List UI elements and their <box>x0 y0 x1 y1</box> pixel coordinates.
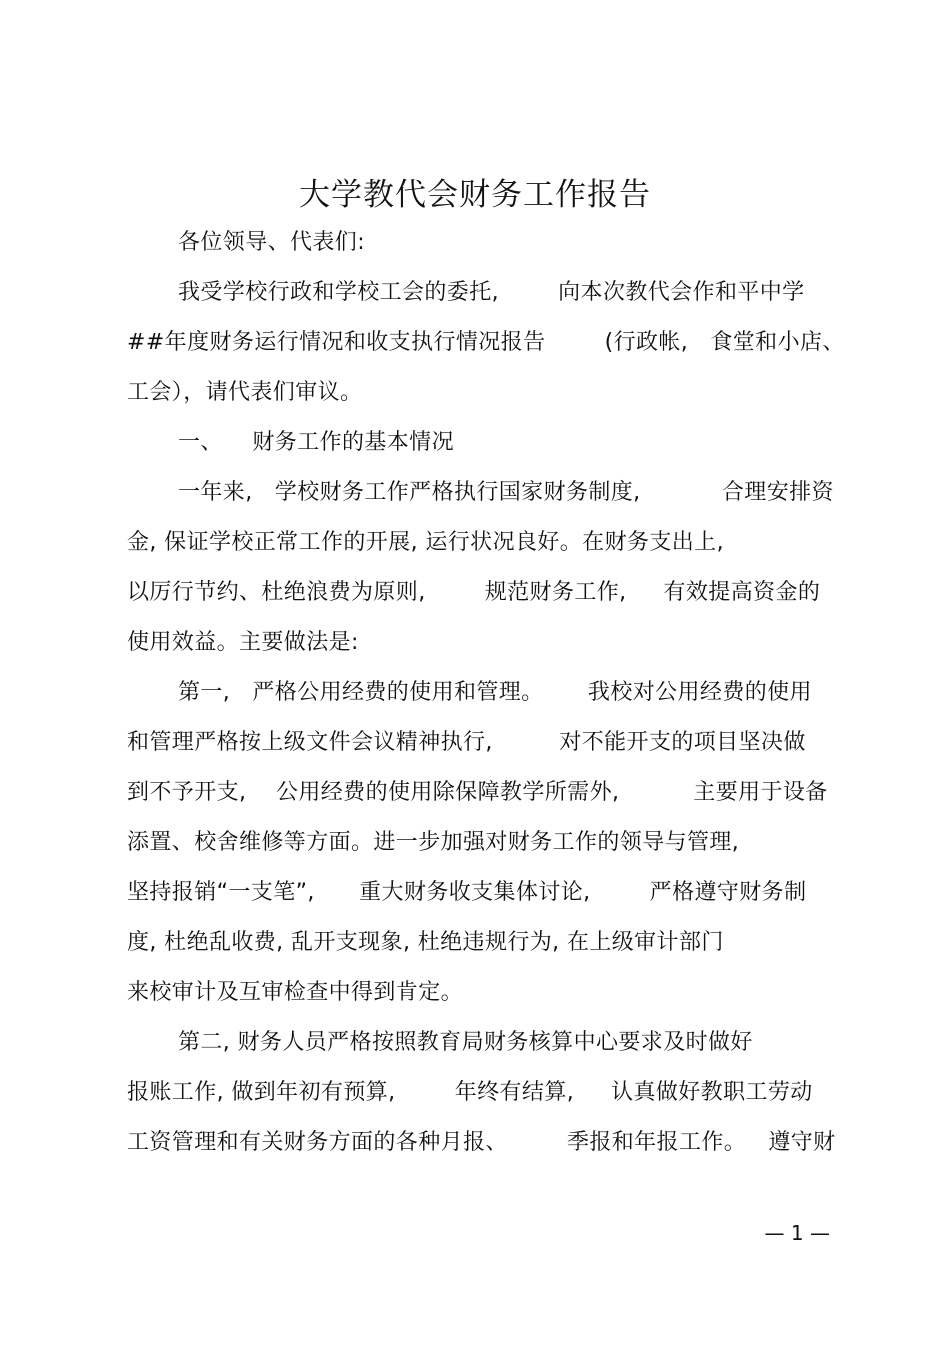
section-heading: 一、 财务工作的基本情况 <box>178 430 454 455</box>
paragraph-line: 报账工作, 做到年初有预算, 年终有结算, 认真做好教职工劳动 <box>127 1080 813 1105</box>
paragraph-line: ##年度财务运行情况和收支执行情况报告 (行政帐, 食堂和小店、 <box>127 330 845 355</box>
paragraph-line: 和管理严格按上级文件会议精神执行, 对不能开支的项目坚决做 <box>127 730 806 755</box>
paragraph-line: 使用效益。主要做法是: <box>127 630 359 655</box>
paragraph-line: 我受学校行政和学校工会的委托, 向本次教代会作和平中学 <box>178 280 805 305</box>
paragraph-line: 来校审计及互审检查中得到肯定。 <box>127 980 464 1005</box>
paragraph-line: 一年来, 学校财务工作严格执行国家财务制度, 合理安排资 <box>178 480 834 505</box>
paragraph-line: 工会），请代表们审议。 <box>127 380 363 405</box>
paragraph-line: 以厉行节约、杜绝浪费为原则, 规范财务工作, 有效提高资金的 <box>127 580 821 605</box>
paragraph-line: 度, 杜绝乱收费, 乱开支现象, 杜绝违规行为, 在上级审计部门 <box>127 930 724 955</box>
paragraph-line: 添置、校舍维修等方面。进一步加强对财务工作的领导与管理, <box>127 830 740 855</box>
paragraph-line: 工资管理和有关财务方面的各种月报、 季报和年报工作。 遵守财 <box>127 1130 836 1155</box>
salutation-line: 各位领导、代表们: <box>178 230 366 255</box>
paragraph-line: 第一, 严格公用经费的使用和管理。 我校对公用经费的使用 <box>178 680 812 705</box>
paragraph-line: 到不予开支, 公用经费的使用除保障教学所需外, 主要用于设备 <box>127 780 828 805</box>
page-number: — 1 — <box>764 1221 830 1245</box>
paragraph-line: 第二, 财务人员严格按照教育局财务核算中心要求及时做好 <box>178 1030 753 1055</box>
paragraph-line: 坚持报销“一支笔”, 重大财务收支集体讨论, 严格遵守财务制 <box>127 880 807 905</box>
document-title: 大学教代会财务工作报告 <box>299 177 651 213</box>
paragraph-line: 金, 保证学校正常工作的开展, 运行状况良好。在财务支出上, <box>127 530 724 555</box>
